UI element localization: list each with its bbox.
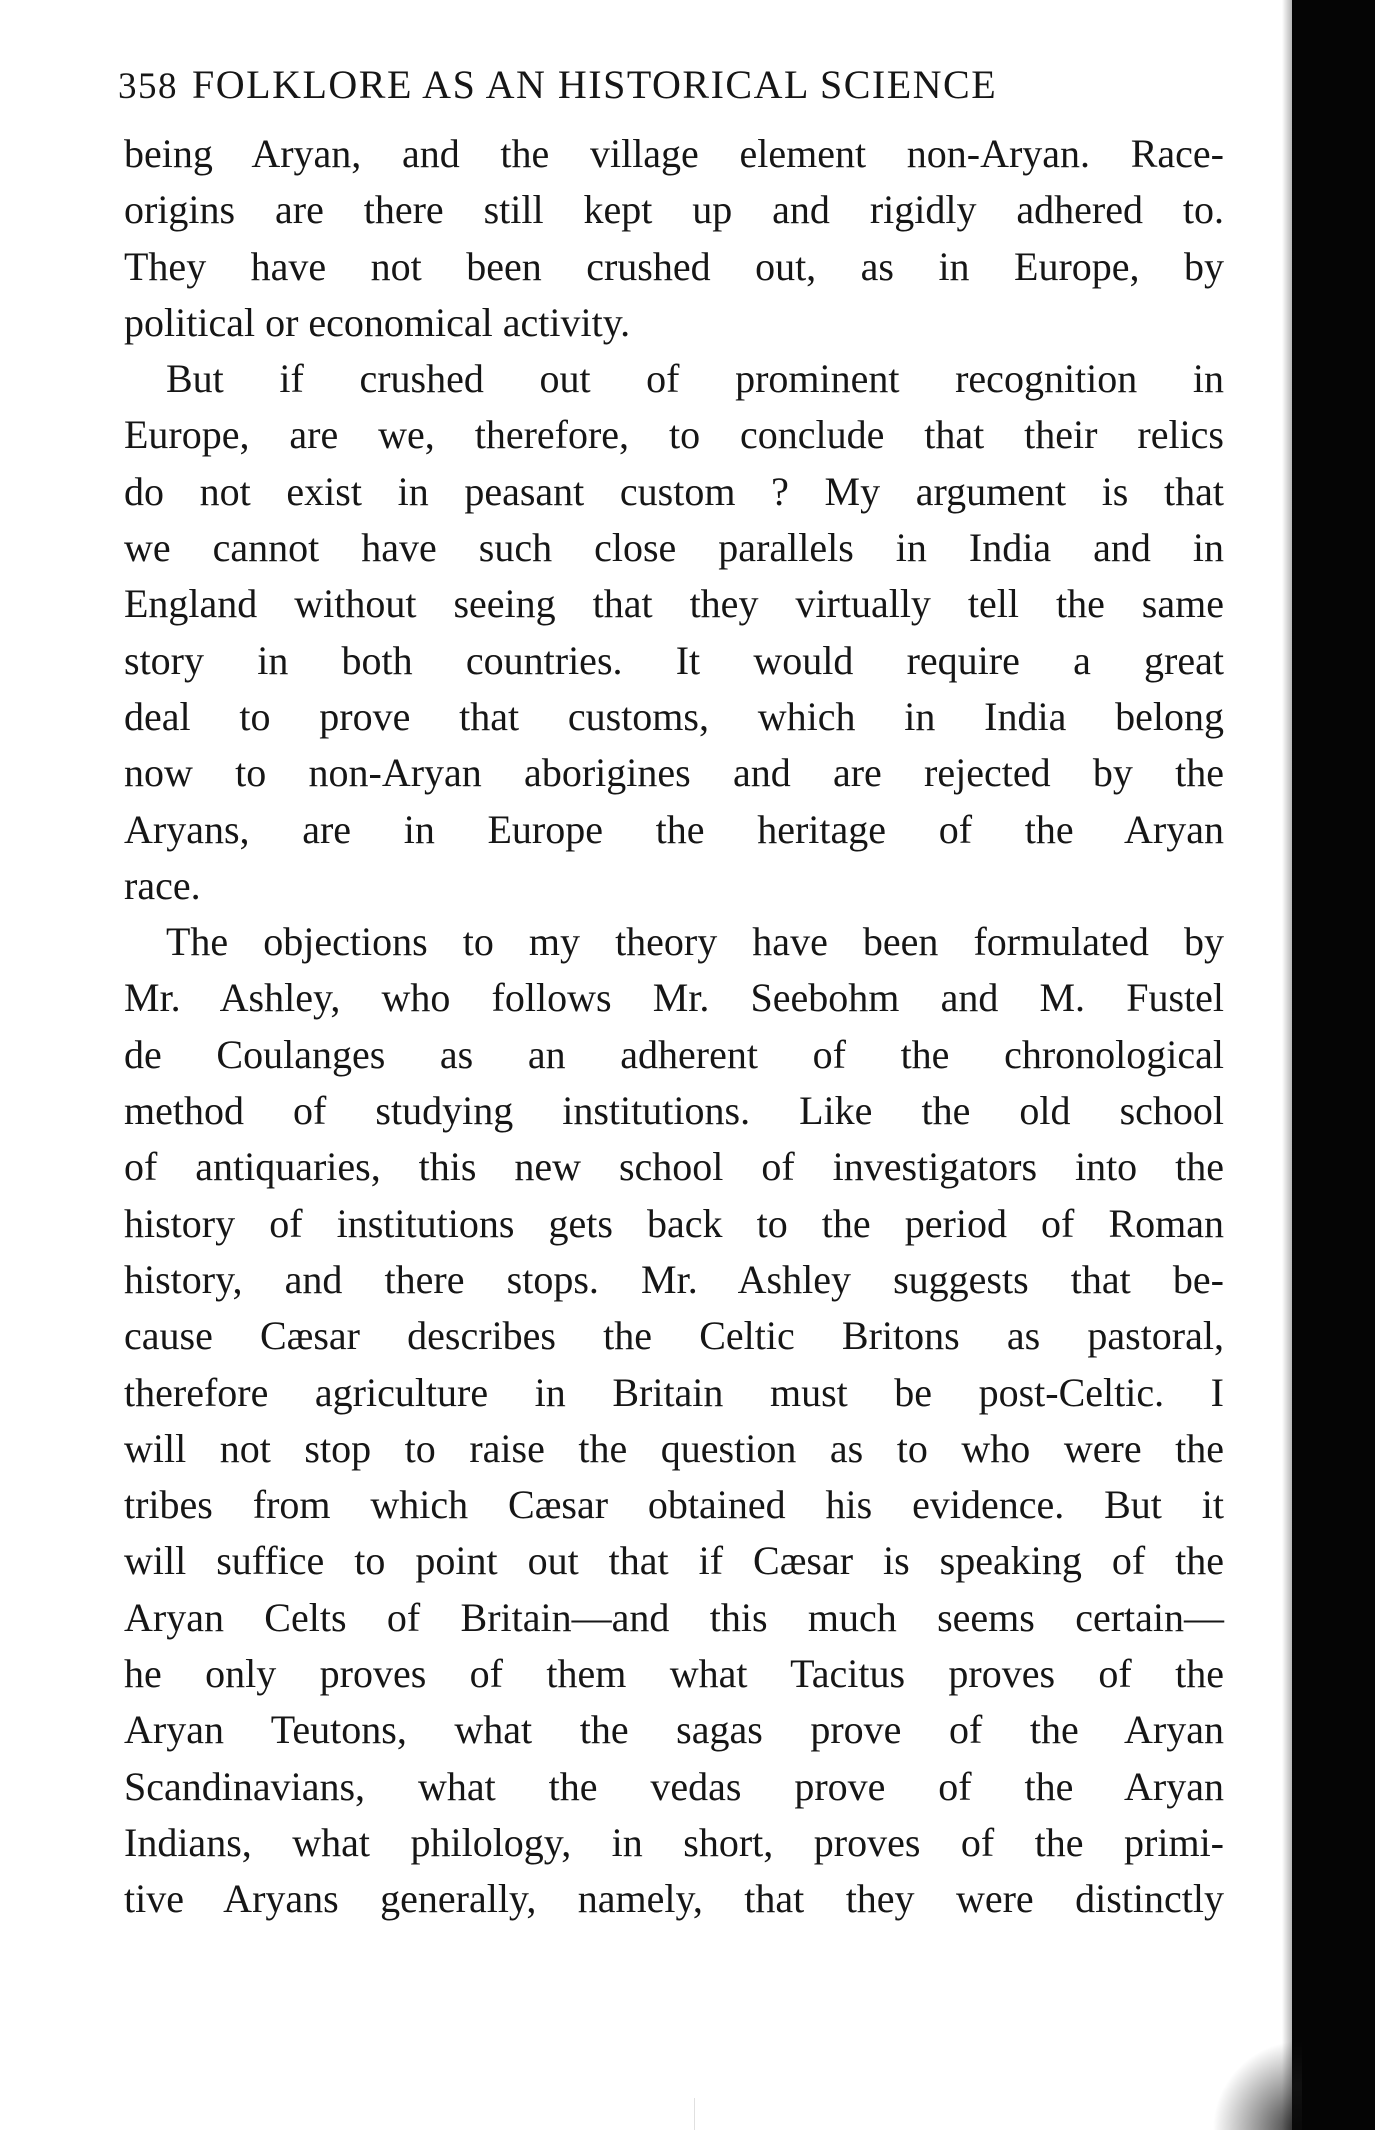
text-line: political or economical activity.	[124, 299, 631, 345]
page-number: 358	[118, 66, 178, 107]
text-line: of antiquaries, this new school of investigators into the	[124, 1144, 1224, 1190]
text-line: de Coulanges as an adherent of the chronological	[124, 1031, 1224, 1077]
text-line: Mr. Ashley, who follows Mr. Seebohm and M. Fustel	[124, 975, 1224, 1021]
text-line: England without seeing that they virtually tell the same	[124, 581, 1224, 627]
gutter-mark	[694, 2098, 695, 2130]
running-title: FOLKLORE AS AN HISTORICAL SCIENCE	[192, 62, 998, 107]
text-line: Aryan Celts of Britain—and this much seems certain—	[124, 1594, 1224, 1640]
text-line: Aryan Teutons, what the sagas prove of the Aryan	[124, 1707, 1224, 1753]
text-line: now to non-Aryan aborigines and are rejected by the	[124, 750, 1224, 796]
text-line: race.	[124, 862, 201, 908]
text-line: Indians, what philology, in short, proves of the primi-	[124, 1819, 1224, 1865]
text-line: will suffice to point out that if Cæsar is speaking of the	[124, 1538, 1224, 1584]
body-text	[124, 126, 1224, 1928]
running-header	[118, 58, 1148, 112]
text-line: will not stop to raise the question as to who were the	[124, 1425, 1224, 1471]
text-line: cause Cæsar describes the Celtic Britons as pastoral,	[124, 1313, 1224, 1359]
scan-edge-shadow	[1282, 0, 1294, 2130]
text-line: story in both countries. It would require a great	[124, 637, 1224, 683]
text-line: therefore agriculture in Britain must be post-Celtic. I	[124, 1369, 1224, 1415]
text-line: history, and there stops. Mr. Ashley suggests that be-	[124, 1256, 1224, 1302]
scan-dark-edge	[1292, 0, 1375, 2130]
text-line: They have not been crushed out, as in Europe, by	[124, 243, 1224, 289]
text-line: But if crushed out of prominent recognition in	[166, 356, 1224, 402]
text-line: method of studying institutions. Like the old school	[124, 1088, 1224, 1134]
text-line: Europe, are we, therefore, to conclude that their relics	[124, 412, 1224, 458]
text-line: deal to prove that customs, which in India belong	[124, 693, 1224, 739]
corner-smudge	[1212, 2040, 1302, 2130]
text-line: do not exist in peasant custom ? My argument is that	[124, 468, 1224, 514]
text-line: tribes from which Cæsar obtained his evidence. But it	[124, 1482, 1224, 1528]
text-line: we cannot have such close parallels in India and in	[124, 525, 1224, 571]
text-line: being Aryan, and the village element non-Aryan. Race-	[124, 131, 1224, 176]
text-line: Scandinavians, what the vedas prove of the Aryan	[124, 1763, 1224, 1809]
text-line: The objections to my theory have been formulated by	[166, 919, 1224, 965]
text-line: he only proves of them what Tacitus proves of the	[124, 1651, 1224, 1697]
text-line: origins are there still kept up and rigidly adhered to.	[124, 187, 1224, 233]
text-line: history of institutions gets back to the period of Roman	[124, 1200, 1224, 1246]
text-line: Aryans, are in Europe the heritage of the Aryan	[124, 806, 1224, 852]
text-line: tive Aryans generally, namely, that they were distinctly	[124, 1876, 1224, 1922]
